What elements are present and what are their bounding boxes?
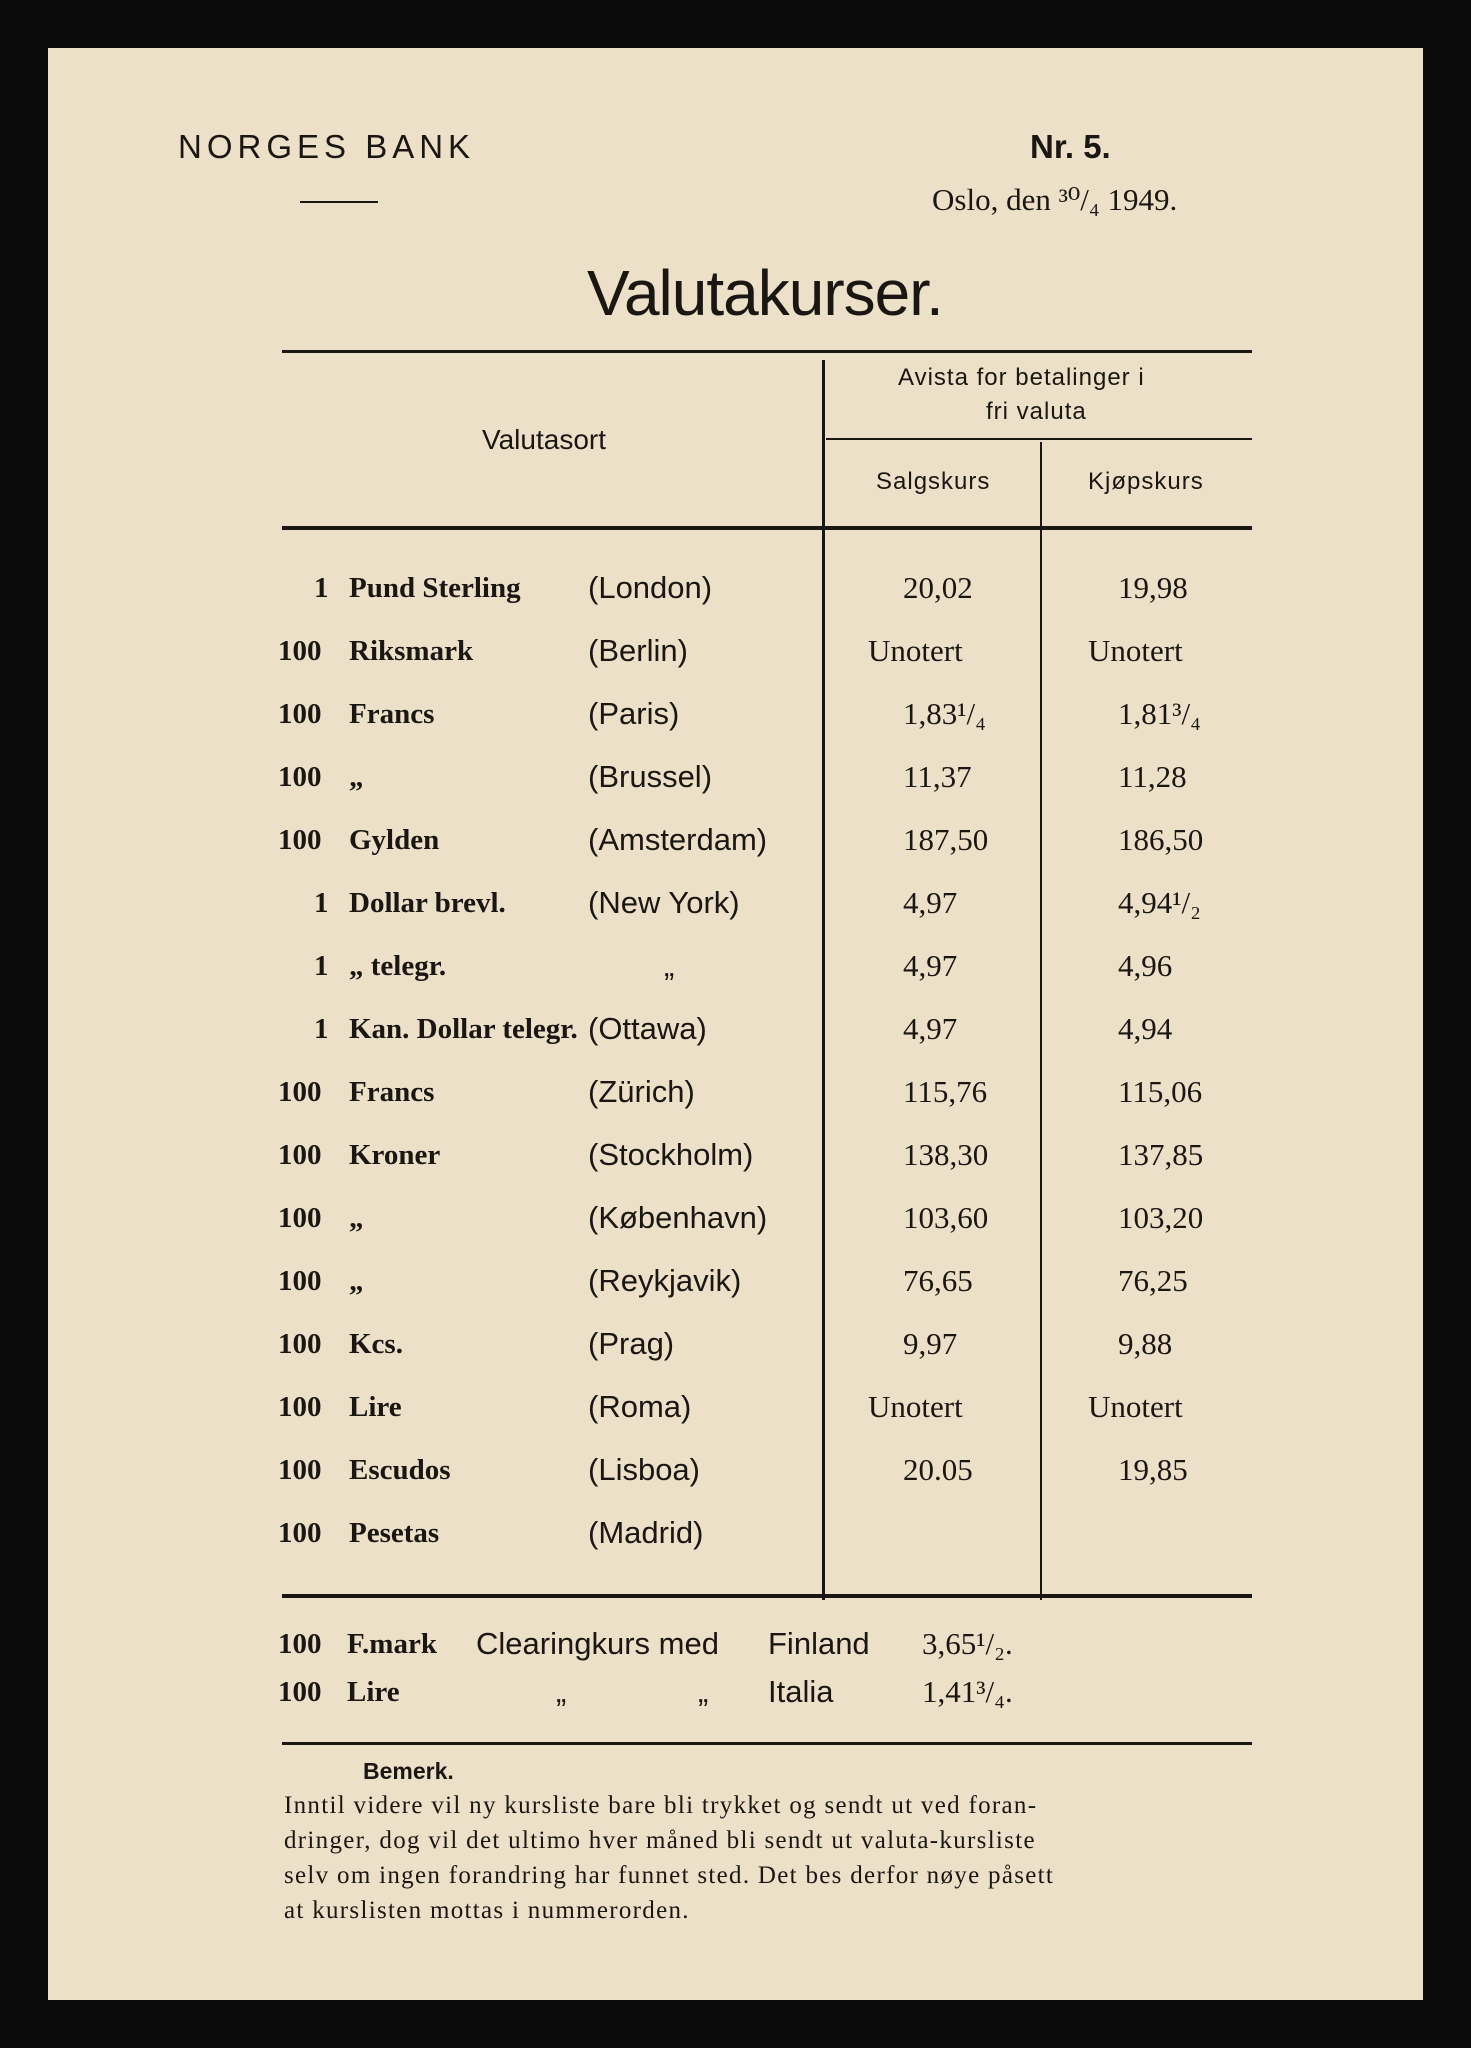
row-buy: 9,88 <box>1118 1326 1173 1361</box>
table-row <box>48 822 1423 872</box>
clearing-rate: 3,65¹/₂. <box>922 1626 1013 1661</box>
row-sell: 9,97 <box>903 1326 958 1361</box>
row-amount: 100 <box>278 1391 322 1423</box>
issue-date: Oslo, den ³⁰/₄ 1949. <box>932 182 1178 217</box>
row-sell: 4,97 <box>903 1011 958 1046</box>
clearing-country: Italia <box>768 1674 834 1709</box>
row-amount: 1 <box>314 950 329 982</box>
table-row <box>48 1011 1423 1061</box>
row-city: „ <box>664 948 675 983</box>
table-row <box>48 1200 1423 1250</box>
row-amount: 100 <box>278 698 322 730</box>
row-sell: 20.05 <box>903 1452 973 1487</box>
row-buy: 19,85 <box>1118 1452 1188 1487</box>
clearing-row <box>48 1626 1423 1676</box>
document-sheet <box>48 48 1423 2000</box>
row-buy: 11,28 <box>1118 759 1187 794</box>
row-city: (Ottawa) <box>588 1011 707 1046</box>
row-amount: 100 <box>278 1328 322 1360</box>
remark-line: dringer, dog vil det ultimo hver måned bli sendt ut valuta-kursliste <box>284 1827 1036 1854</box>
remark-rule <box>282 1742 1252 1745</box>
row-city: (Reykjavik) <box>588 1263 742 1298</box>
header-bottom-rule <box>282 526 1252 530</box>
column-header-sell: Salgskurs <box>876 468 991 495</box>
table-row <box>48 1074 1423 1124</box>
clearing-amount: 100 <box>278 1628 322 1660</box>
row-amount: 1 <box>314 572 329 604</box>
remark-line: at kurslisten mottas i nummerorden. <box>284 1897 690 1924</box>
table-row <box>48 1389 1423 1439</box>
table-row <box>48 570 1423 620</box>
row-city: (Amsterdam) <box>588 822 768 857</box>
clearing-rate: 1,41³/₄. <box>922 1674 1013 1709</box>
row-sell: 20,02 <box>903 570 973 605</box>
row-sell: 138,30 <box>903 1137 989 1172</box>
column-header-group-line2: fri valuta <box>986 398 1087 425</box>
table-row <box>48 1263 1423 1313</box>
row-amount: 100 <box>278 635 322 667</box>
row-city: (Paris) <box>588 696 680 731</box>
row-sell: 115,76 <box>903 1074 988 1109</box>
table-row <box>48 759 1423 809</box>
row-city: (København) <box>588 1200 768 1235</box>
row-currency: „ <box>349 1265 364 1297</box>
row-amount: 100 <box>278 1076 322 1108</box>
row-currency: Francs <box>349 698 435 730</box>
clearing-country: Finland <box>768 1626 870 1661</box>
row-amount: 100 <box>278 761 322 793</box>
row-currency: Riksmark <box>349 635 474 667</box>
column-header-buy: Kjøpskurs <box>1088 468 1204 495</box>
row-sell: 4,97 <box>903 885 958 920</box>
row-city: (London) <box>588 570 713 605</box>
row-currency: „ <box>349 761 364 793</box>
row-sell: Unotert <box>868 633 963 668</box>
row-city: (Lisboa) <box>588 1452 700 1487</box>
bank-underline <box>300 201 378 203</box>
row-amount: 100 <box>278 1202 322 1234</box>
remark-heading: Bemerk. <box>363 1758 454 1784</box>
row-buy: 4,94¹/₂ <box>1118 885 1201 920</box>
row-buy: 19,98 <box>1118 570 1188 605</box>
column-header-currency: Valutasort <box>482 424 606 455</box>
header-group-rule <box>826 438 1252 440</box>
row-city: (Madrid) <box>588 1515 704 1550</box>
table-bottom-rule <box>282 1594 1252 1598</box>
clearing-label-ditto: „ <box>698 1674 709 1709</box>
row-city: (Berlin) <box>588 633 688 668</box>
row-sell: 11,37 <box>903 759 972 794</box>
row-amount: 100 <box>278 1454 322 1486</box>
list-number: Nr. 5. <box>1030 128 1111 165</box>
row-sell: 187,50 <box>903 822 989 857</box>
row-buy: 115,06 <box>1118 1074 1203 1109</box>
table-row <box>48 1452 1423 1502</box>
table-top-rule <box>282 350 1252 353</box>
row-buy: Unotert <box>1088 1389 1183 1424</box>
row-amount: 1 <box>314 1013 329 1045</box>
row-city: (Brussel) <box>588 759 713 794</box>
column-header-group-line1: Avista for betalinger i <box>898 364 1145 391</box>
table-row <box>48 948 1423 998</box>
bank-name: NORGES BANK <box>178 128 476 165</box>
row-sell: 4,97 <box>903 948 958 983</box>
row-amount: 1 <box>314 887 329 919</box>
row-currency: Pund Sterling <box>349 572 521 604</box>
row-buy: 4,94 <box>1118 1011 1173 1046</box>
row-city: (Zürich) <box>588 1074 695 1109</box>
clearing-currency: F.mark <box>347 1628 437 1660</box>
row-buy: 186,50 <box>1118 822 1204 857</box>
row-city: (Stockholm) <box>588 1137 754 1172</box>
row-currency: Gylden <box>349 824 440 856</box>
clearing-label: Clearingkurs med <box>476 1626 719 1661</box>
row-amount: 100 <box>278 1139 322 1171</box>
row-currency: Kcs. <box>349 1328 403 1360</box>
row-currency: Kroner <box>349 1139 441 1171</box>
table-row <box>48 696 1423 746</box>
row-currency: „ <box>349 1202 364 1234</box>
row-city: (Roma) <box>588 1389 692 1424</box>
row-buy: 103,20 <box>1118 1200 1204 1235</box>
row-buy: 4,96 <box>1118 948 1173 983</box>
row-sell: 76,65 <box>903 1263 973 1298</box>
row-sell: Unotert <box>868 1389 963 1424</box>
table-row <box>48 1326 1423 1376</box>
remark-line: Inntil videre vil ny kursliste bare bli trykket og sendt ut ved foran- <box>284 1792 1038 1819</box>
row-buy: 76,25 <box>1118 1263 1188 1298</box>
row-amount: 100 <box>278 1265 322 1297</box>
row-buy: 1,81³/₄ <box>1118 696 1201 731</box>
row-buy: 137,85 <box>1118 1137 1204 1172</box>
row-city: (New York) <box>588 885 740 920</box>
row-currency: Francs <box>349 1076 435 1108</box>
row-city: (Prag) <box>588 1326 675 1361</box>
row-currency: Escudos <box>349 1454 451 1486</box>
clearing-row <box>48 1674 1423 1724</box>
row-currency: Kan. Dollar telegr. <box>349 1013 578 1045</box>
row-amount: 100 <box>278 1517 322 1549</box>
table-row <box>48 633 1423 683</box>
row-currency: Dollar brevl. <box>349 887 506 919</box>
row-sell: 103,60 <box>903 1200 989 1235</box>
row-currency: Pesetas <box>349 1517 440 1549</box>
clearing-amount: 100 <box>278 1676 322 1708</box>
table-row <box>48 1515 1423 1565</box>
row-currency: Lire <box>349 1391 402 1423</box>
clearing-label: „ <box>556 1674 567 1709</box>
row-currency: „ telegr. <box>349 950 447 982</box>
row-buy: Unotert <box>1088 633 1183 668</box>
clearing-currency: Lire <box>347 1676 400 1708</box>
page-title: Valutakurser. <box>587 257 943 329</box>
table-row <box>48 885 1423 935</box>
table-row <box>48 1137 1423 1187</box>
row-sell: 1,83¹/₄ <box>903 696 986 731</box>
remark-line: selv om ingen forandring har funnet sted. Det bes derfor nøye påsett <box>284 1862 1055 1889</box>
row-amount: 100 <box>278 824 322 856</box>
